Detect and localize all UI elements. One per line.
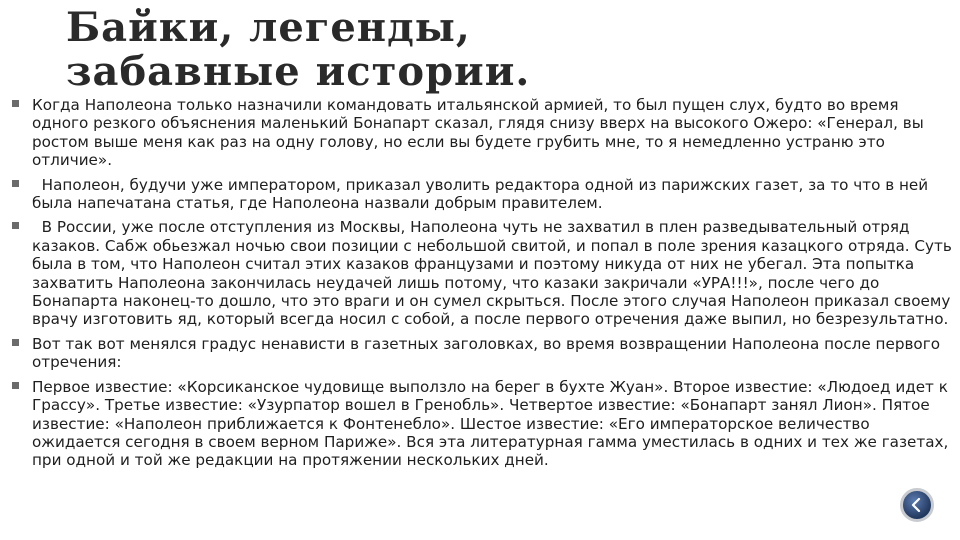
bullet-item: [12, 378, 952, 470]
square-bullet-icon: [12, 222, 19, 229]
bullet-text: Когда Наполеона только назначили командовать итальянской армией, то был пущен слух, будто во время одного резкого объяснения маленький Бонапарт сказал, глядя снизу вверх на высокого Ожеро: «Генерал, вы ростом выше меня как раз на одну голову, но если вы будете грубить мне, то я немедленно устраню это отличие».: [32, 96, 924, 170]
bullet-item: [12, 96, 952, 170]
square-bullet-icon: [12, 339, 19, 346]
bullet-item: [12, 218, 957, 329]
bullet-list: [12, 96, 957, 476]
bullet-item: [12, 176, 952, 213]
square-bullet-icon: [12, 382, 19, 389]
bullet-text: В России, уже после отступления из Москвы, Наполеона чуть не захватил в плен разведывательный отряд казаков. Сабж обьезжал ночью свои позиции с небольшой свитой, и попал в поле зрения казацкого отряда. Суть была в том, что Наполеон считал этих казаков французами и поэтому никуда от них не убегал. Эта попытка захватить Наполеона закончилась неудачей лишь потому, что казаки закричали «УРА!!!», после чего до Бонапарта наконец-то дошло, что это враги и он сумел скрыться. После этого случая Наполеон приказал своему врачу изготовить яд, который всегда носил с собой, а после первого отречения даже выпил, но безрезультатно.: [32, 218, 957, 329]
slide-title: Байки, легенды, забавные истории.: [66, 4, 531, 95]
square-bullet-icon: [12, 100, 19, 107]
bullet-item: [12, 335, 952, 372]
bullet-text: Наполеон, будучи уже императором, приказал уволить редактора одной из парижских газет, за то что в ней была напечатана статья, где Наполеона назвали добрым правителем.: [32, 175, 933, 213]
bullet-text: Вот так вот менялся градус ненависти в газетных заголовках, во время возвращении Наполеона после первого отречения:: [32, 334, 940, 372]
square-bullet-icon: [12, 180, 19, 187]
back-arrow-icon: [908, 496, 926, 514]
bullet-text: Первое известие: «Корсиканское чудовище выползло на берег в бухте Жуан». Второе известие: «Людоед идет к Грассу». Третье известие: «Узурпатор вошел в Гренобль». Четвертое известие: «Бонапарт занял Лион». Пятое известие: «Наполеон приближается к Фонтенебло». Шестое известие: «Его императорское величество ожидается сегодня в своем верном Париже». Вся эта литературная гамма уместилась в одних и тех же газетах, при одной и той же редакции на протяжении нескольких дней.: [32, 377, 949, 470]
back-navigation-button[interactable]: [900, 488, 934, 522]
